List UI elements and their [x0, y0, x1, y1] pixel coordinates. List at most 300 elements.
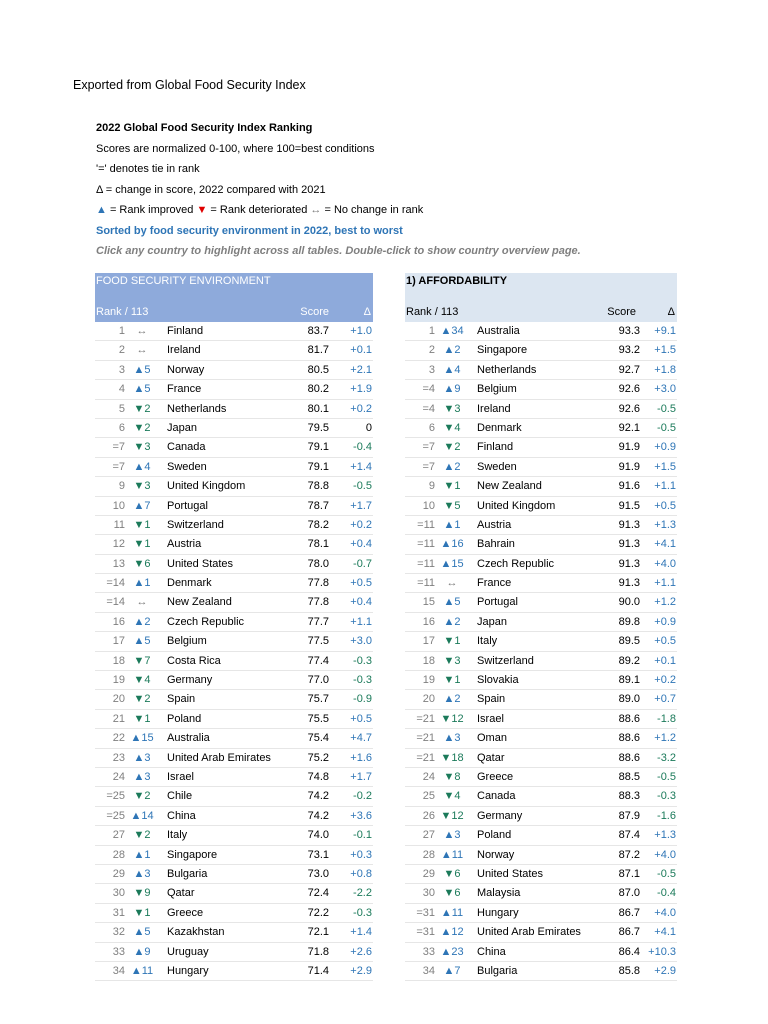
country-cell[interactable]: Bulgaria	[477, 964, 518, 977]
delta-cell: +0.5	[350, 712, 372, 725]
table-title: 1) AFFORDABILITY	[406, 275, 508, 287]
score-cell: 79.1	[307, 460, 329, 473]
country-cell[interactable]: United Arab Emirates	[167, 751, 271, 764]
normalization-note: Scores are normalized 0-100, where 100=best conditions	[96, 142, 375, 155]
table-row[interactable]	[95, 671, 373, 690]
table-row[interactable]	[405, 749, 677, 768]
country-cell[interactable]: Portugal	[167, 499, 208, 512]
table-row[interactable]	[405, 593, 677, 612]
table-row[interactable]	[405, 904, 677, 923]
table-row[interactable]	[95, 535, 373, 554]
country-cell[interactable]: Ireland	[477, 402, 511, 415]
country-cell[interactable]: United Kingdom	[477, 499, 556, 512]
country-cell[interactable]: Finland	[167, 325, 204, 337]
rank-change-cell: ▲5	[133, 383, 151, 396]
rank-change-cell: ↔	[136, 596, 148, 609]
table-row[interactable]	[95, 632, 373, 651]
rank-cell: 24	[422, 770, 435, 783]
delta-cell: -3.2	[657, 751, 676, 764]
table-row[interactable]	[405, 458, 677, 477]
delta-cell: +4.1	[654, 926, 676, 939]
rank-change-cell: ▲1	[133, 577, 151, 590]
country-cell[interactable]: China	[167, 809, 196, 822]
table-row[interactable]	[405, 632, 677, 651]
rank-change-cell: ▼2	[443, 441, 461, 454]
rank-change-cell: ▲5	[133, 926, 151, 939]
rank-change-cell: ▼1	[443, 674, 461, 687]
table-row[interactable]	[405, 535, 677, 554]
table-row[interactable]	[95, 690, 373, 709]
table-row[interactable]	[95, 516, 373, 535]
table-row[interactable]	[95, 419, 373, 438]
country-cell[interactable]: New Zealand	[477, 480, 542, 493]
delta-cell: -0.1	[353, 829, 372, 842]
table-row[interactable]	[95, 768, 373, 787]
table-row[interactable]	[405, 846, 677, 865]
score-cell: 78.1	[307, 538, 329, 551]
sort-note: Sorted by food security environment in 2022, best to worst	[96, 224, 403, 237]
table-row[interactable]	[405, 729, 677, 748]
delta-cell: +1.6	[350, 751, 372, 764]
score-cell: 93.3	[618, 325, 640, 337]
country-cell[interactable]: Denmark	[477, 421, 522, 434]
score-cell: 88.6	[618, 751, 640, 764]
delta-cell: +4.0	[654, 557, 676, 570]
table-row[interactable]	[405, 768, 677, 787]
score-cell: 91.9	[618, 441, 640, 454]
table-row[interactable]	[405, 826, 677, 845]
table-row[interactable]	[405, 923, 677, 942]
rank-cell: 31	[112, 906, 125, 919]
score-cell: 89.0	[618, 693, 640, 706]
table-row[interactable]	[405, 361, 677, 380]
table-row[interactable]	[405, 884, 677, 903]
rank-change-cell: ▼9	[133, 887, 151, 900]
rank-cell: 19	[112, 674, 125, 687]
country-cell[interactable]: Netherlands	[167, 402, 227, 415]
delta-cell: +0.9	[654, 615, 676, 628]
table-row[interactable]	[405, 962, 677, 981]
country-cell[interactable]: Portugal	[477, 596, 518, 609]
rank-change-cell: ▼1	[133, 518, 151, 531]
score-cell: 74.0	[307, 829, 329, 842]
table-row[interactable]	[95, 322, 373, 341]
score-cell: 87.2	[618, 848, 640, 861]
country-cell[interactable]: Singapore	[167, 848, 218, 861]
delta-cell: -0.7	[353, 557, 372, 570]
score-cell: 77.8	[307, 596, 329, 609]
rank-cell: 13	[112, 557, 125, 570]
rank-change-cell: ▼6	[443, 867, 461, 880]
rank-cell: =31	[416, 926, 435, 939]
rank-change-cell: ▲5	[133, 363, 151, 376]
rank-cell: =7	[422, 441, 435, 454]
delta-cell: -0.3	[657, 790, 676, 803]
rank-cell: =4	[422, 383, 435, 396]
rank-change-cell: ▲3	[133, 770, 151, 783]
score-cell: 77.0	[307, 674, 329, 687]
score-cell: 92.7	[618, 363, 640, 376]
score-cell: 91.6	[618, 480, 640, 493]
delta-cell: +0.9	[654, 441, 676, 454]
table-row[interactable]	[405, 710, 677, 729]
country-cell[interactable]: Switzerland	[167, 518, 224, 531]
rank-change-cell: ▲15	[130, 732, 154, 745]
table-row[interactable]	[95, 438, 373, 457]
table-row[interactable]	[95, 380, 373, 399]
score-cell: 72.4	[307, 887, 329, 900]
rank-change-cell: ▲16	[440, 538, 464, 551]
country-cell[interactable]: Ireland	[167, 344, 201, 357]
score-cell: 91.3	[618, 518, 640, 531]
table-row[interactable]	[95, 749, 373, 768]
country-cell[interactable]: Qatar	[477, 751, 505, 764]
country-cell[interactable]: Italy	[477, 635, 498, 648]
score-cell: 74.2	[307, 809, 329, 822]
country-cell[interactable]: Greece	[477, 770, 514, 783]
score-cell: 88.5	[618, 770, 640, 783]
country-cell[interactable]: United States	[167, 557, 234, 570]
delta-cell: +1.5	[654, 460, 676, 473]
table-body	[405, 322, 677, 981]
rank-cell: 27	[422, 829, 435, 842]
rank-cell: 2	[428, 344, 435, 357]
country-cell[interactable]: Norway	[167, 363, 205, 376]
country-cell[interactable]: Norway	[477, 848, 515, 861]
delta-cell: -0.3	[353, 654, 372, 667]
country-cell[interactable]: Austria	[477, 518, 512, 531]
rank-change-cell: ▼8	[443, 770, 461, 783]
delta-cell: +1.3	[654, 518, 676, 531]
score-cell: 85.8	[618, 964, 640, 977]
country-cell[interactable]: United States	[477, 867, 544, 880]
delta-cell: -0.5	[657, 770, 676, 783]
rank-change-cell: ▼4	[443, 421, 461, 434]
table-row[interactable]	[95, 497, 373, 516]
country-cell[interactable]: Chile	[167, 790, 193, 803]
table-row[interactable]	[95, 710, 373, 729]
score-cell: 89.1	[618, 674, 640, 687]
score-cell: 78.7	[307, 499, 329, 512]
score-cell: 88.3	[618, 790, 640, 803]
country-cell[interactable]: Sweden	[477, 460, 517, 473]
delta-cell: +1.4	[350, 926, 372, 939]
score-cell: 87.9	[618, 809, 640, 822]
country-cell[interactable]: Germany	[167, 674, 213, 687]
table-row[interactable]	[405, 516, 677, 535]
rank-column-header: Rank / 113	[96, 306, 149, 318]
country-cell[interactable]: Italy	[167, 829, 188, 842]
rank-change-cell: ▼1	[443, 635, 461, 648]
table-row[interactable]	[405, 574, 677, 593]
table-row[interactable]	[95, 555, 373, 574]
country-cell[interactable]: Belgium	[167, 635, 207, 648]
country-cell[interactable]: Australia	[167, 732, 210, 745]
delta-cell: -0.5	[657, 402, 676, 415]
rank-cell: =11	[417, 577, 435, 590]
rank-cell: 19	[422, 674, 435, 687]
table-row[interactable]	[95, 477, 373, 496]
country-cell[interactable]: Denmark	[167, 577, 212, 590]
score-cell: 73.1	[307, 848, 329, 861]
score-cell: 71.4	[307, 964, 329, 977]
table-row[interactable]	[405, 613, 677, 632]
rank-change-cell: ▲11	[130, 964, 154, 977]
delta-cell: +0.5	[654, 635, 676, 648]
score-cell: 87.1	[618, 867, 640, 880]
table-row[interactable]	[95, 574, 373, 593]
country-cell[interactable]: Switzerland	[477, 654, 534, 667]
table-row[interactable]	[405, 497, 677, 516]
table-row[interactable]	[95, 341, 373, 360]
legend-line	[96, 200, 581, 221]
delta-cell: +0.1	[350, 344, 372, 357]
rank-cell: 6	[428, 421, 435, 434]
rank-change-cell: ▼6	[133, 557, 151, 570]
table-row[interactable]	[95, 400, 373, 419]
country-cell[interactable]: United Arab Emirates	[477, 926, 581, 939]
table-row[interactable]	[405, 690, 677, 709]
table-row[interactable]	[95, 787, 373, 806]
rank-cell: =14	[106, 577, 125, 590]
rank-change-cell: ▲1	[133, 848, 151, 861]
country-cell[interactable]: Spain	[167, 693, 196, 706]
rank-cell: 23	[112, 751, 125, 764]
rank-change-cell: ▲9	[443, 383, 461, 396]
country-cell[interactable]: Germany	[477, 809, 523, 822]
rank-change-cell: ▼4	[133, 674, 151, 687]
delta-cell: -0.5	[657, 421, 676, 434]
table-row[interactable]	[405, 865, 677, 884]
rank-change-cell: ▼1	[443, 480, 461, 493]
country-cell[interactable]: France	[167, 383, 202, 396]
score-cell: 78.2	[307, 518, 329, 531]
table-row[interactable]	[95, 361, 373, 380]
rank-change-cell: ▼1	[133, 906, 151, 919]
legend-improved-label: = Rank improved	[106, 204, 197, 216]
rank-cell: 10	[422, 499, 435, 512]
table-row[interactable]	[95, 865, 373, 884]
rank-cell: 3	[428, 363, 435, 376]
country-cell[interactable]: Netherlands	[477, 363, 537, 376]
delta-cell: +3.0	[654, 383, 676, 396]
rank-change-cell: ▼1	[133, 538, 151, 551]
delta-cell: +0.8	[350, 867, 372, 880]
delta-cell: +9.1	[654, 325, 676, 337]
delta-cell: +2.9	[654, 964, 676, 977]
country-cell[interactable]: Qatar	[167, 887, 195, 900]
rank-change-cell: ▼2	[133, 421, 151, 434]
tie-note: '=' denotes tie in rank	[96, 163, 200, 175]
delta-note: Δ = change in score, 2022 compared with 2021	[96, 183, 326, 196]
delta-column-header: Δ	[363, 306, 371, 318]
table-header	[95, 273, 373, 322]
rank-change-cell: ▼4	[443, 790, 461, 803]
score-cell: 78.8	[307, 480, 329, 493]
country-cell[interactable]: New Zealand	[167, 596, 232, 609]
rank-change-cell: ↔	[136, 325, 148, 337]
table-row[interactable]	[405, 943, 677, 962]
delta-cell: +1.2	[654, 732, 676, 745]
table-row[interactable]	[405, 380, 677, 399]
rank-change-cell: ▼2	[133, 693, 151, 706]
rank-change-cell: ▼12	[440, 809, 464, 822]
rank-change-cell: ▼1	[133, 712, 151, 725]
rank-change-cell: ▼2	[133, 790, 151, 803]
country-cell[interactable]: Canada	[167, 441, 206, 454]
table-row[interactable]	[405, 400, 677, 419]
country-cell[interactable]: Bahrain	[477, 538, 515, 551]
delta-cell: +0.4	[350, 596, 372, 609]
table-row[interactable]	[405, 807, 677, 826]
rank-cell: 25	[422, 790, 435, 803]
country-cell[interactable]: Belgium	[477, 383, 517, 396]
rank-change-cell: ▼3	[133, 441, 151, 454]
table-row[interactable]	[405, 555, 677, 574]
score-cell: 83.7	[307, 325, 329, 337]
table-row[interactable]	[95, 846, 373, 865]
delta-cell: +4.7	[350, 732, 372, 745]
rank-change-cell: ▼6	[443, 887, 461, 900]
table-row[interactable]	[95, 807, 373, 826]
table-row[interactable]	[405, 477, 677, 496]
table-row[interactable]	[405, 322, 677, 341]
score-cell: 75.5	[307, 712, 329, 725]
table-row[interactable]	[95, 826, 373, 845]
rank-change-cell: ▲3	[443, 732, 461, 745]
country-cell[interactable]: Bulgaria	[167, 867, 208, 880]
country-cell[interactable]: Oman	[477, 732, 507, 745]
country-cell[interactable]: Uruguay	[167, 945, 209, 958]
rank-cell: =7	[422, 460, 435, 473]
rank-cell: =25	[106, 809, 125, 822]
country-cell[interactable]: Spain	[477, 693, 506, 706]
table-row[interactable]	[405, 438, 677, 457]
table-row[interactable]	[405, 787, 677, 806]
rank-cell: 15	[422, 596, 435, 609]
rank-cell: 5	[118, 402, 125, 415]
rank-cell: 3	[118, 363, 125, 376]
table-row[interactable]	[95, 613, 373, 632]
rank-change-cell: ▲9	[133, 945, 151, 958]
country-cell[interactable]: United Kingdom	[167, 480, 246, 493]
score-cell: 72.2	[307, 906, 329, 919]
delta-cell: +1.7	[350, 770, 372, 783]
export-note: Exported from Global Food Security Index	[73, 78, 306, 92]
table-row[interactable]	[95, 652, 373, 671]
score-cell: 91.3	[618, 577, 640, 590]
country-cell[interactable]: Canada	[477, 790, 516, 803]
country-cell[interactable]: Poland	[167, 712, 202, 725]
country-cell[interactable]: Finland	[477, 441, 514, 454]
score-cell: 86.7	[618, 926, 640, 939]
rank-change-cell: ▲3	[443, 829, 461, 842]
table-row[interactable]	[95, 729, 373, 748]
country-cell[interactable]: Poland	[477, 829, 512, 842]
delta-cell: +0.3	[350, 848, 372, 861]
score-cell: 89.5	[618, 635, 640, 648]
delta-cell: -1.6	[657, 809, 676, 822]
country-cell[interactable]: Israel	[167, 770, 194, 783]
table-row[interactable]	[405, 341, 677, 360]
country-cell[interactable]: Costa Rica	[167, 654, 221, 667]
delta-cell: 0	[365, 421, 372, 434]
country-cell[interactable]: Kazakhstan	[167, 926, 225, 939]
country-cell[interactable]: Singapore	[477, 344, 528, 357]
score-cell: 77.7	[307, 615, 329, 628]
delta-cell: +1.1	[654, 480, 676, 493]
country-cell[interactable]: Sweden	[167, 460, 207, 473]
rank-change-cell: ▲5	[443, 596, 461, 609]
table-row[interactable]	[405, 652, 677, 671]
rank-cell: 30	[112, 887, 125, 900]
rank-cell: 29	[422, 867, 435, 880]
table-row[interactable]	[95, 593, 373, 612]
score-cell: 87.4	[618, 829, 640, 842]
score-cell: 90.0	[618, 596, 640, 609]
rank-cell: 18	[112, 654, 125, 667]
delta-cell: +0.4	[350, 538, 372, 551]
delta-cell: +0.2	[350, 402, 372, 415]
table-row[interactable]	[95, 904, 373, 923]
table-row[interactable]	[95, 962, 373, 981]
country-cell[interactable]: Slovakia	[477, 674, 519, 687]
score-cell: 75.7	[307, 693, 329, 706]
score-cell: 71.8	[307, 945, 329, 958]
table-row[interactable]	[95, 458, 373, 477]
table-row[interactable]	[95, 884, 373, 903]
country-cell[interactable]: Australia	[477, 325, 520, 337]
rank-cell: 29	[112, 867, 125, 880]
rank-cell: 34	[422, 964, 435, 977]
rank-change-cell: ▼3	[443, 654, 461, 667]
table-row[interactable]	[95, 923, 373, 942]
country-cell[interactable]: Hungary	[167, 964, 209, 977]
country-cell[interactable]: Malaysia	[477, 887, 521, 900]
country-cell[interactable]: France	[477, 577, 512, 590]
country-cell[interactable]: Czech Republic	[167, 615, 245, 628]
rank-change-cell: ▼7	[133, 654, 151, 667]
rank-cell: =21	[416, 732, 435, 745]
country-cell[interactable]: Austria	[167, 538, 202, 551]
rank-cell: =14	[106, 596, 125, 609]
score-cell: 87.0	[618, 887, 640, 900]
country-cell[interactable]: Greece	[167, 906, 204, 919]
rank-cell: 28	[422, 848, 435, 861]
delta-cell: +0.5	[654, 499, 676, 512]
rank-change-cell: ▲2	[443, 344, 461, 357]
country-cell[interactable]: Israel	[477, 712, 504, 725]
table-row[interactable]	[95, 943, 373, 962]
rank-change-cell: ▲2	[443, 615, 461, 628]
country-cell[interactable]: Czech Republic	[477, 557, 555, 570]
rank-change-cell: ▲4	[133, 460, 151, 473]
rank-cell: 6	[118, 421, 125, 434]
rank-cell: 17	[112, 635, 125, 648]
country-cell[interactable]: China	[477, 945, 506, 958]
rank-change-cell: ▲15	[440, 557, 464, 570]
country-cell[interactable]: Japan	[477, 615, 507, 628]
country-cell[interactable]: Hungary	[477, 906, 519, 919]
score-cell: 86.4	[618, 945, 640, 958]
table-row[interactable]	[405, 671, 677, 690]
rank-cell: 4	[118, 383, 125, 396]
rank-change-cell: ▲3	[133, 867, 151, 880]
table-row[interactable]	[405, 419, 677, 438]
country-cell[interactable]: Japan	[167, 421, 197, 434]
table-title: FOOD SECURITY ENVIRONMENT	[96, 275, 271, 287]
rank-cell: 16	[112, 615, 125, 628]
